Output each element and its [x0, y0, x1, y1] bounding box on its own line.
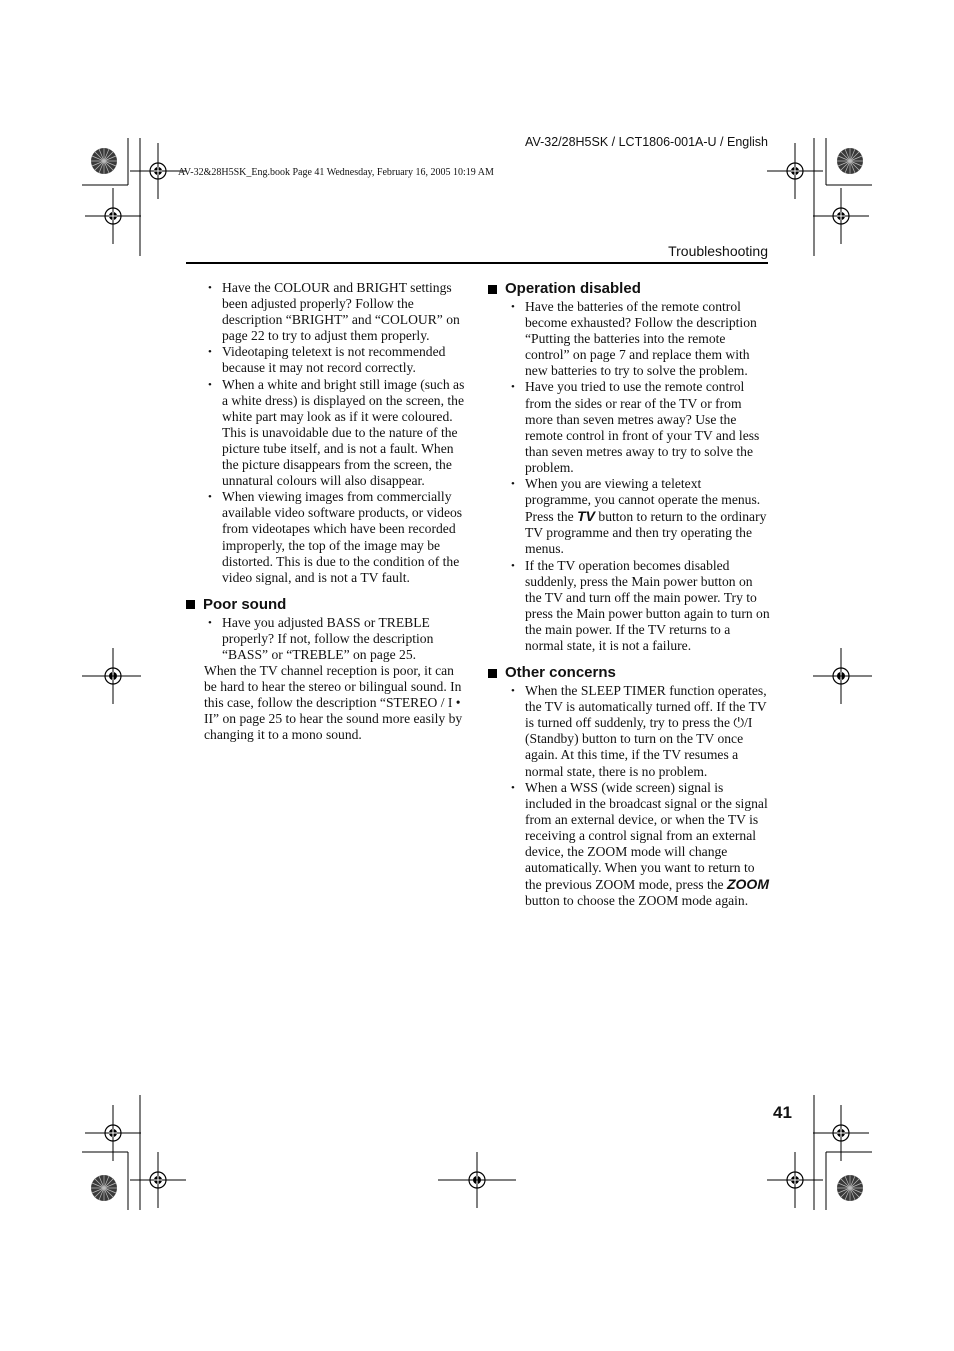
text-segment: When you are viewing a teletext programme, you cannot operate the menus. Press the: [525, 476, 761, 525]
left-column: [204, 280, 466, 744]
list-item: • Have the COLOUR and BRIGHT settings been adjusted properly? Follow the description “BRIGHT” and “COLOUR” on page 22 to try to adjust them properly.: [204, 280, 466, 344]
list-item: • Videotaping teletext is not recommended because it may not record correctly.: [204, 344, 466, 376]
list-item: [488, 780, 770, 910]
list-item: • Have the batteries of the remote control become exhausted? Follow the description “Putting the batteries into the remote control” on page 7 and replace them with new batteries to try to solve the problem.: [488, 299, 770, 379]
poor-sound-heading: [186, 596, 466, 614]
zoom-button-icon: ZOOM: [726, 876, 769, 893]
list-item: • When viewing images from commercially available video software products, or videos from videotapes which have been recorded improperly, the top of the image may be distorted. This is due to the condition of the video signal, and is not a TV fault.: [204, 489, 466, 586]
other-concerns-title: Other concerns: [505, 664, 616, 682]
poor-sound-title: Poor sound: [203, 595, 287, 613]
operation-disabled-title: Operation disabled: [505, 280, 641, 297]
section-title: Troubleshooting: [668, 243, 768, 259]
operation-disabled-list: [488, 299, 770, 654]
document-id: AV-32/28H5SK / LCT1806-001A-U / English: [525, 135, 768, 149]
page-number: 41: [773, 1103, 792, 1122]
square-bullet-icon: [186, 600, 195, 609]
text-segment: button to choose the ZOOM mode again.: [525, 893, 749, 909]
list-item: [488, 476, 770, 557]
other-concerns-list: [488, 683, 770, 909]
crop-mark-mid-left: [82, 648, 141, 704]
poor-sound-list: [204, 615, 466, 663]
tv-button-icon: TV: [577, 508, 595, 525]
operation-disabled-heading: [488, 280, 770, 298]
poor-sound-note: When the TV channel reception is poor, it can be hard to hear the stereo or bilingual sound. In this case, follow the description “STEREO / I • II” on page 25 to hear the sound more easily by changing it to a mono sound.: [204, 663, 463, 743]
crop-mark-bottom-center: [438, 1152, 516, 1208]
list-item: • When a white and bright still image (such as a white dress) is displayed on the screen, the white part may look as if it were coloured. This is unavoidable due to the nature of the picture tube itself, and is not a fault. When the picture disappears from the screen, the unnatural colours will also disappear.: [204, 377, 466, 490]
text-segment: button to return to the ordinary TV programme and then try operating the menus.: [525, 509, 767, 557]
list-item: • Have you adjusted BASS or TREBLE properly? If not, follow the description “BASS” or “TREBLE” on page 25.: [204, 615, 466, 663]
crop-mark-top-right: [767, 138, 872, 256]
text-segment: (Standby) button to turn on the TV once again. At this time, if the TV resumes a normal state, there is no problem.: [525, 731, 744, 779]
header-rule: [186, 262, 768, 264]
crop-mark-top-left: [82, 138, 186, 256]
list-item: • Have you tried to use the remote control from the sides or rear of the TV or from more than seven metres away? Use the remote control in front of your TV and less than seven metres away to try to solve the problem.: [488, 379, 770, 476]
text-segment: When a WSS (wide screen) signal is included in the broadcast signal or the signal from an external device, or when the TV is receiving a control signal from an external device, the ZOOM mode will change automatically. When you want to return to the previous ZOOM mode, press the: [525, 779, 768, 893]
crop-mark-mid-right: [813, 648, 872, 704]
crop-mark-bottom-left: [82, 1095, 186, 1210]
standby-icon: ⏻/I: [733, 715, 753, 731]
square-bullet-icon: [488, 285, 497, 294]
other-concerns-heading: [488, 664, 770, 682]
list-item: • If the TV operation becomes disabled suddenly, press the Main power button on the TV and turn off the main power. Try to press the Main power button again to turn on the main power. If the TV returns to a normal state, it is not a failure.: [488, 558, 770, 655]
book-info: AV-32&28H5SK_Eng.book Page 41 Wednesday, February 16, 2005 10:19 AM: [178, 167, 494, 178]
list-item: [488, 683, 770, 780]
text-segment: When the SLEEP TIMER function operates, the TV is automatically turned off. If the TV is turned off suddenly, try to press the: [525, 683, 767, 731]
picture-tips-list: [204, 280, 466, 586]
square-bullet-icon: [488, 669, 497, 678]
right-column: [488, 280, 770, 909]
